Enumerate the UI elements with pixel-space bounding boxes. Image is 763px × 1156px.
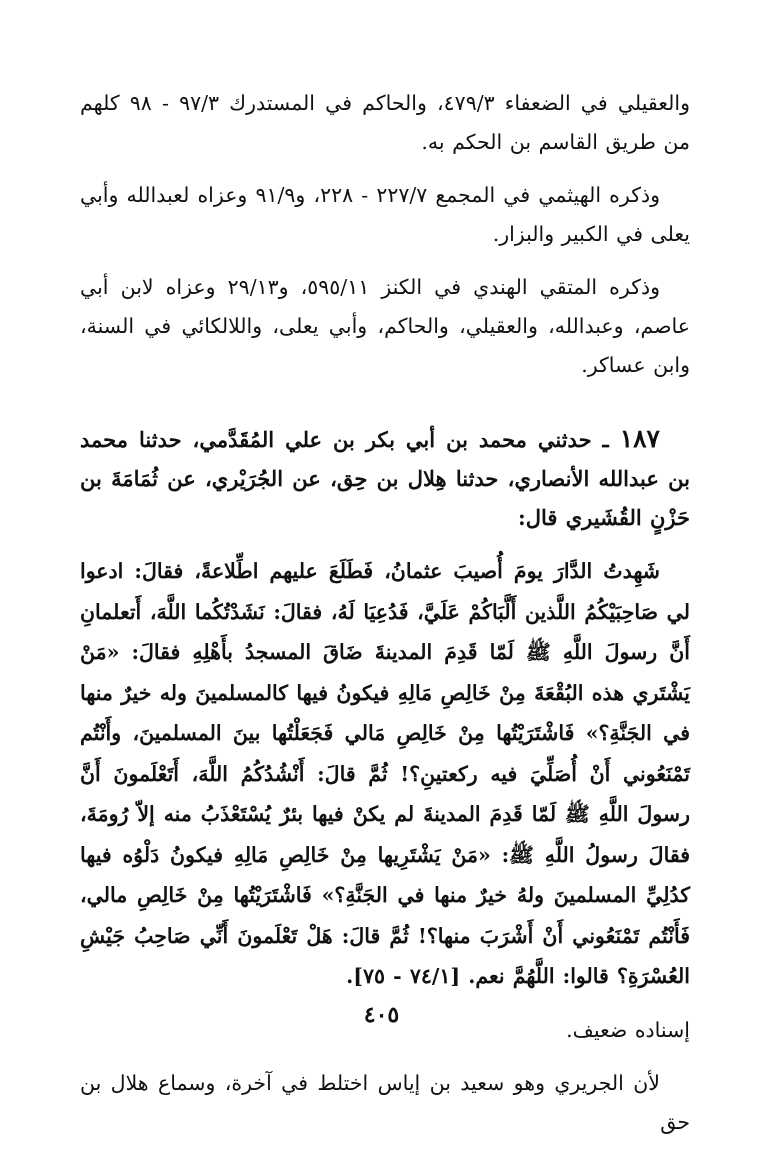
page-body <box>80 84 690 1156</box>
hadith-matn: شَهِدتُ الدَّارَ يومَ أُصيبَ عثمانُ، فَطَلَعَ عليهم اطِّلاعةً، فقالَ: ادعوا لي صَاحِبَيْكُمُ اللَّذين أَلَّبَاكُمْ عَلَيَّ، فَدُعِيَا لَهُ، فقالَ: نَشَدْتُكُما اللَّهَ، أَتعلمانِ أَنَّ رسولَ اللَّهِ ﷺ لَمّا قَدِمَ المدينةَ ضَاقَ المسجدُ بأَهْلِهِ فقالَ: «مَنْ يَشْتَري هذه البُقْعَةَ مِنْ خَالِصِ مَالِهِ فيكونُ فيها كالمسلمينَ وله خيرٌ منها في الجَنَّةِ؟» فَاشْتَرَيْتُها مِنْ خَالِصِ مَالي فَجَعَلْتُها بينَ المسلمينَ، وأَنْتُم تَمْنَعُوني أَنْ أُصَلِّيَ فيه ركعتينِ؟! ثُمَّ قالَ: أَنْشُدُكُمُ اللَّهَ، أَتَعْلَمونَ أَنَّ رسولَ اللَّهِ ﷺ لَمّا قَدِمَ المدينةَ لم يكنْ فيها بئرٌ يُسْتَعْذَبُ منه إلاّ رُومَةَ، فقالَ رسولُ اللَّهِ ﷺ: «مَنْ يَشْتَرِيها مِنْ خَالِصِ مَالِهِ فيكونُ دَلْوُه فيها كدُلِيِّ المسلمينَ ولهُ خيرٌ منها في الجَنَّةِ؟» فَاشْتَرَيْتُها مِنْ خَالِصِ مالي، فَأَنْتُم تَمْنَعُوني أَنْ أَشْرَبَ منها؟! ثُمَّ قالَ: هَلْ تَعْلَمونَ أَنِّي صَاحِبُ جَيْشِ العُسْرَةِ؟ قالوا: اللَّهُمَّ نعم. [٧٤/١ - ٧٥]. <box>80 559 690 988</box>
page-number: ٤٠٥ <box>363 1002 400 1028</box>
footnote-paragraph-2: وذكره الهيثمي في المجمع ٢٢٧/٧ - ٢٢٨، و٩١/٩ وعزاه لعبدالله وأبي يعلى في الكبير والبزار. <box>80 183 690 246</box>
footnote-paragraph-1: والعقيلي في الضعفاء ٤٧٩/٣، والحاكم في المستدرك ٩٧/٣ - ٩٨ كلهم من طريق القاسم بن الحكم به. <box>80 91 690 154</box>
hadith-isnad-text: ـ حدثني محمد بن أبي بكر بن علي المُقَدَّمي، حدثنا محمد بن عبدالله الأنصاري، حدثنا هِلال بن حِق، عن الجُرَيْري، عن ثُمَامَةَ بن حَزْنٍ القُشَيري قال: <box>80 427 690 530</box>
grading-paragraph: إسناده ضعيف. <box>566 1017 690 1042</box>
hadith-isnad <box>80 419 690 537</box>
footnote-paragraph-3: وذكره المتقي الهندي في الكنز ٥٩٥/١١، و٢٩/١٣ وعزاه لابن أبي عاصم، وعبدالله، والعقيلي، والحاكم، وأبي يعلى، واللالكائي في السنة، وابن عساكر. <box>80 275 690 377</box>
commentary-paragraph: لأن الجريري وهو سعيد بن إياس اختلط في آخرة، وسماع هلال بن حق <box>80 1070 690 1134</box>
hadith-number: ١٨٧ <box>619 424 660 453</box>
